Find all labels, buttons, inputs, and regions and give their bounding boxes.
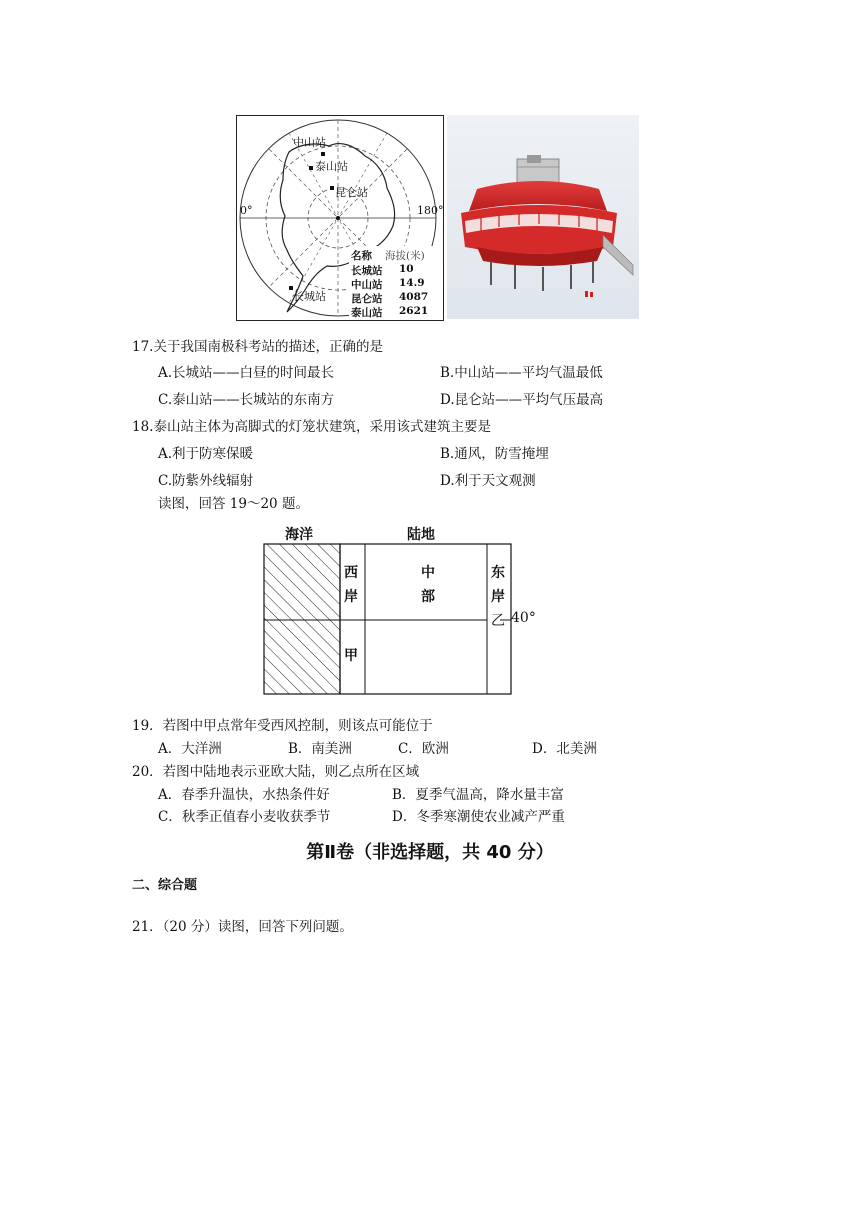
table-header-name: 名称 [351, 250, 372, 262]
q19-option-d[interactable]: D．北美洲 [532, 741, 597, 757]
kunlun-label: 昆仑站 [335, 186, 368, 199]
q18-option-b[interactable]: B.通风，防雪掩埋 [440, 446, 549, 462]
changcheng-label: 长城站 [293, 290, 326, 303]
q20-option-a[interactable]: A．春季升温快，水热条件好 [158, 787, 330, 803]
table-row-name: 长城站 [351, 265, 383, 277]
q20-option-c[interactable]: C．秋季正值春小麦收获季节 [158, 809, 331, 825]
antarctic-map [236, 115, 444, 321]
read-prompt: 读图，回答 19～20 题。 [158, 496, 309, 512]
table-row-value: 4087 [399, 291, 429, 303]
ocean-label: 海洋 [285, 527, 313, 543]
q17-option-d[interactable]: D.昆仑站——平均气压最高 [440, 392, 604, 408]
station-illustration [447, 115, 639, 319]
lon-0-label: 0° [240, 204, 253, 217]
east-coast-label-1: 东 [491, 565, 505, 581]
table-row-name: 昆仑站 [351, 293, 383, 305]
q18-option-a[interactable]: A.利于防寒保暖 [158, 446, 254, 462]
table-row-value: 2621 [399, 305, 429, 317]
zhongshan-label: 中山站 [293, 136, 326, 149]
table-row-value: 14.9 [399, 277, 425, 289]
q18-stem: 18.泰山站主体为高脚式的灯笼状建筑，采用该式建筑主要是 [132, 419, 491, 435]
q20-option-d[interactable]: D．冬季寒潮使农业减产严重 [392, 809, 565, 825]
taishan-station-photo [447, 115, 639, 319]
q19-option-a[interactable]: A．大洋洲 [158, 741, 222, 757]
section2-heading: 二、综合题 [132, 878, 198, 893]
kunlun-marker [330, 186, 334, 190]
point-jia-label: 甲 [344, 648, 358, 664]
table-row-name: 泰山站 [351, 307, 383, 319]
taishan-label: 泰山站 [315, 160, 348, 173]
west-coast-label-1: 西 [344, 565, 358, 581]
q20-stem: 20．若图中陆地表示亚欧大陆，则乙点所在区域 [132, 764, 420, 780]
east-coast-label-2: 岸 [491, 589, 505, 605]
q20-option-b[interactable]: B．夏季气温高，降水量丰富 [392, 787, 564, 803]
q17-option-c[interactable]: C.泰山站——长城站的东南方 [158, 392, 335, 408]
q19-option-b[interactable]: B．南美洲 [288, 741, 352, 757]
q21-stem: 21．（20 分）读图，回答下列问题。 [132, 919, 353, 935]
q19-stem: 19．若图中甲点常年受西风控制，则该点可能位于 [132, 718, 433, 734]
interior-label-1: 中 [421, 565, 435, 581]
part2-title: 第Ⅱ卷（非选择题，共 40 分） [306, 842, 554, 863]
lon-180-label: 180° [417, 204, 444, 217]
zhongshan-marker [321, 152, 325, 156]
table-header-altitude: 海拔(米) [385, 250, 425, 262]
interior-label-2: 部 [421, 589, 435, 605]
ocean-land-diagram [255, 520, 535, 700]
q18-option-d[interactable]: D.利于天文观测 [440, 473, 536, 489]
altitude-table [349, 246, 443, 320]
taishan-marker [309, 166, 313, 170]
q18-option-c[interactable]: C.防紫外线辐射 [158, 473, 254, 489]
q17-stem: 17.关于我国南极科考站的描述，正确的是 [132, 339, 383, 355]
q17-option-a[interactable]: A.长城站——白昼的时间最长 [158, 365, 335, 381]
table-row-value: 10 [399, 263, 414, 275]
west-coast-label-2: 岸 [344, 589, 358, 605]
latitude-40-label: 40° [511, 610, 536, 626]
point-yi-label: 乙 [491, 613, 505, 629]
q19-option-c[interactable]: C．欧洲 [398, 741, 449, 757]
land-label: 陆地 [407, 527, 435, 543]
table-row-name: 中山站 [351, 279, 383, 291]
q17-option-b[interactable]: B.中山站——平均气温最低 [440, 365, 603, 381]
